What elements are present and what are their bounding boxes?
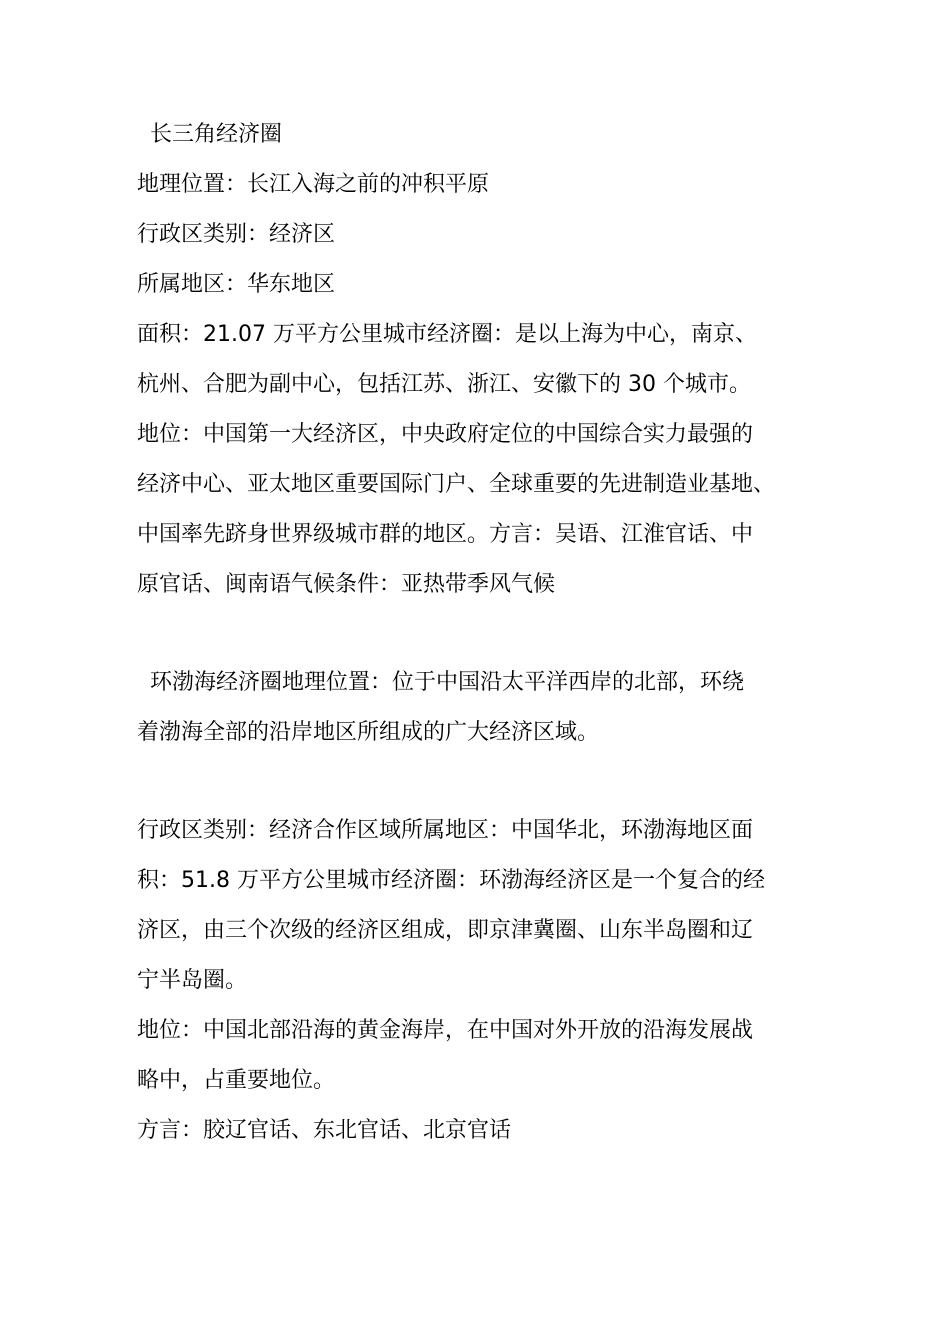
text-line: 方言：胶辽官话、东北官话、北京官话 <box>137 1118 512 1143</box>
text-line: 地位：中国第一大经济区，中央政府定位的中国综合实力最强的 <box>137 422 754 447</box>
text-line: 中国率先跻身世界级城市群的地区。方言：吴语、江淮官话、中 <box>137 522 754 547</box>
text-line: 原官话、闽南语气候条件：亚热带季风气候 <box>137 572 556 597</box>
section-title-bohai-rim: 环渤海经济圈地理位置：位于中国沿太平洋西岸的北部，环绕 <box>150 670 745 695</box>
text-line: 经济中心、亚太地区重要国际门户、全球重要的先进制造业基地、 <box>137 472 776 497</box>
text-line: 行政区类别：经济区 <box>137 222 336 247</box>
text-line: 行政区类别：经济合作区域所属地区：中国华北，环渤海地区面 <box>137 818 754 843</box>
text-line: 宁半岛圈。 <box>137 968 248 993</box>
text-line: 略中，占重要地位。 <box>137 1068 336 1093</box>
section-title-yangtze-delta: 长三角经济圈 <box>150 122 283 147</box>
text-line: 着渤海全部的沿岸地区所组成的广大经济区域。 <box>137 720 600 745</box>
text-line: 所属地区：华东地区 <box>137 272 336 297</box>
text-line: 地理位置：长江入海之前的冲积平原 <box>137 172 490 197</box>
text-line: 杭州、合肥为副中心，包括江苏、浙江、安徽下的 30 个城市。 <box>137 372 751 397</box>
text-line: 积：51.8 万平方公里城市经济圈：环渤海经济区是一个复合的经 <box>137 868 765 893</box>
text-line: 地位：中国北部沿海的黄金海岸，在中国对外开放的沿海发展战 <box>137 1018 754 1043</box>
text-line: 面积：21.07 万平方公里城市经济圈：是以上海为中心，南京、 <box>137 322 757 347</box>
text-line: 济区，由三个次级的经济区组成，即京津冀圈、山东半岛圈和辽 <box>137 918 754 943</box>
